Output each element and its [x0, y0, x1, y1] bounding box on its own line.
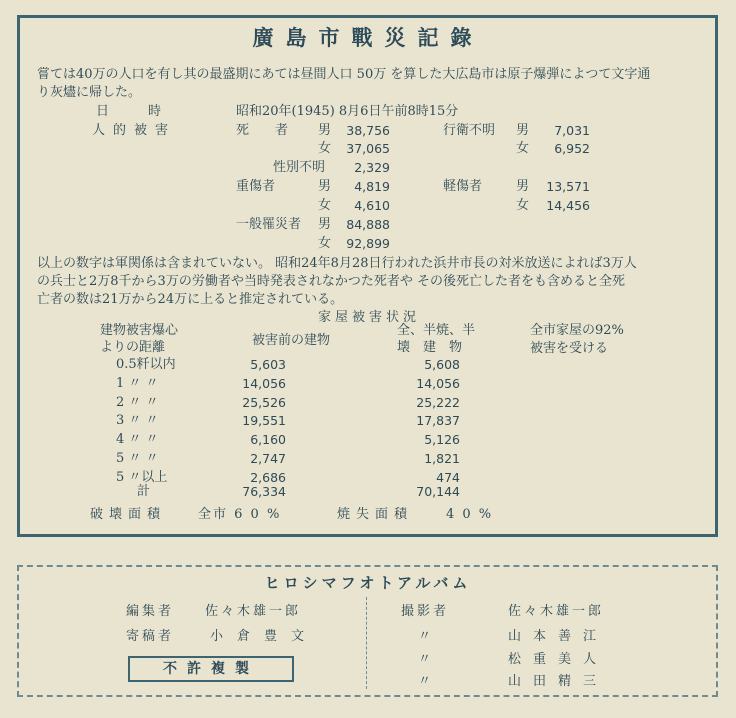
row-destroyed: 5,126 [424, 432, 460, 448]
unknown-sex-value: 2,329 [354, 160, 390, 175]
row-before: 14,056 [242, 375, 286, 391]
datetime-value: 昭和20年(1945) 8月6日午前8時15分 [236, 104, 459, 119]
destroyed-area-label: 破壊面積 [90, 507, 167, 522]
casualties-label: 人的被害 [92, 123, 177, 138]
total-label: 計 [137, 484, 151, 499]
row-distance: 0.5粁以内 [116, 357, 176, 372]
missing-female-value: 6,952 [554, 141, 590, 156]
intro-line-2: り灰燼に帰した。 [37, 85, 142, 100]
row-distance: 5 〃以上 [116, 469, 168, 485]
editor-name: 佐々木雄一郎 [205, 604, 302, 619]
col-destroyed-line-1: 全、半焼、半 [397, 323, 476, 338]
col-distance-line-2: よりの距離 [100, 340, 166, 355]
ditto-mark-2: 〃 [418, 652, 435, 667]
editor-label: 編集者 [126, 604, 175, 619]
missing-female-label: 女 [516, 141, 530, 156]
dead-male-value: 38,756 [346, 123, 390, 138]
dead-male-label: 男 [318, 123, 332, 138]
photographer-2: 山本善江 [508, 629, 609, 644]
datetime-label: 日 時 [96, 104, 162, 119]
severe-male-label: 男 [318, 179, 332, 194]
row-before: 6,160 [250, 432, 286, 448]
photographer-3: 松重美人 [508, 652, 609, 667]
page-title: 廣島市戰災記錄 [252, 25, 484, 50]
photographer-4: 山田精三 [508, 674, 609, 689]
light-female-label: 女 [516, 198, 530, 213]
row-distance: 2 〃 〃 [116, 394, 159, 410]
light-male-label: 男 [516, 179, 530, 194]
row-before: 19,551 [242, 413, 286, 429]
destroyed-area-value: 全市 6 0 % [198, 507, 282, 522]
ditto-mark-1: 〃 [418, 629, 435, 644]
side-note-line-2: 被害を受ける [530, 341, 609, 356]
photographer-1: 佐々木雄一郎 [508, 604, 605, 619]
ditto-mark-3: 〃 [418, 674, 435, 689]
light-label: 軽傷者 [443, 179, 483, 194]
row-distance: 5 〃 〃 [116, 451, 159, 466]
row-before: 2,686 [250, 469, 286, 485]
severe-male-value: 4,819 [354, 179, 390, 194]
housing-title: 家屋被害状況 [318, 310, 421, 325]
contributor-label: 寄稿者 [126, 629, 175, 644]
col-before-header: 被害前の建物 [252, 333, 331, 348]
severe-female-label: 女 [318, 198, 332, 213]
copyright-stamp: 不許複製 [128, 656, 294, 682]
victims-male-value: 84,888 [346, 217, 390, 232]
dead-label: 死 者 [236, 123, 289, 138]
note-line-1: 以上の数字は軍関係は含まれていない。 昭和24年8月28日行われた浜井市長の対米放送によれば3万人 [37, 256, 637, 271]
missing-label: 行衛不明 [443, 123, 496, 138]
victims-male-label: 男 [318, 217, 332, 232]
album-title: ヒロシマフオトアルバム [264, 574, 472, 592]
unknown-sex-label: 性別不明 [273, 160, 326, 175]
light-male-value: 13,571 [546, 179, 590, 194]
burned-area-label: 焼失面積 [337, 507, 414, 522]
dead-female-label: 女 [318, 141, 332, 156]
col-destroyed-line-2: 壊 建 物 [397, 340, 463, 355]
missing-male-label: 男 [516, 123, 530, 138]
row-distance: 1 〃 〃 [116, 375, 159, 391]
dead-female-value: 37,065 [346, 141, 390, 156]
contributor-name: 小倉豊文 [210, 629, 319, 644]
row-destroyed: 1,821 [424, 451, 460, 466]
burned-area-value: 4 0 % [446, 507, 494, 522]
row-destroyed: 14,056 [416, 375, 460, 391]
col-distance-line-1: 建物被害爆心 [100, 323, 179, 338]
credits-divider [366, 597, 367, 689]
victims-female-value: 92,899 [346, 236, 390, 251]
intro-line-1: 嘗ては40万の人口を有し其の最盛期にあては昼間人口 50万 を算した大広島市は原子爆弾によつて文字通 [37, 67, 651, 82]
row-destroyed: 474 [436, 469, 460, 485]
row-distance: 3 〃 〃 [116, 413, 159, 429]
total-destroyed: 70,144 [416, 484, 460, 499]
row-before: 2,747 [250, 451, 286, 466]
victims-label: 一般罹災者 [236, 217, 302, 232]
side-note-line-1: 全市家屋の92% [530, 323, 624, 338]
severe-female-value: 4,610 [354, 198, 390, 213]
note-line-2: の兵士と2万8千から3万の労働者や当時発表されなかつた死者や その後死亡した者をも含めると全死 [37, 274, 625, 289]
severe-label: 重傷者 [236, 179, 276, 194]
light-female-value: 14,456 [546, 198, 590, 213]
note-line-3: 亡者の数は21万から24万に上ると推定されている。 [37, 292, 344, 307]
row-before: 25,526 [242, 394, 286, 410]
row-destroyed: 25,222 [416, 394, 460, 410]
row-destroyed: 17,837 [416, 413, 460, 429]
missing-male-value: 7,031 [554, 123, 590, 138]
row-before: 5,603 [250, 357, 286, 372]
row-destroyed: 5,608 [424, 357, 460, 372]
victims-female-label: 女 [318, 236, 332, 251]
total-before: 76,334 [242, 484, 286, 499]
photographers-label: 撮影者 [401, 604, 450, 619]
row-distance: 4 〃 〃 [116, 432, 159, 448]
